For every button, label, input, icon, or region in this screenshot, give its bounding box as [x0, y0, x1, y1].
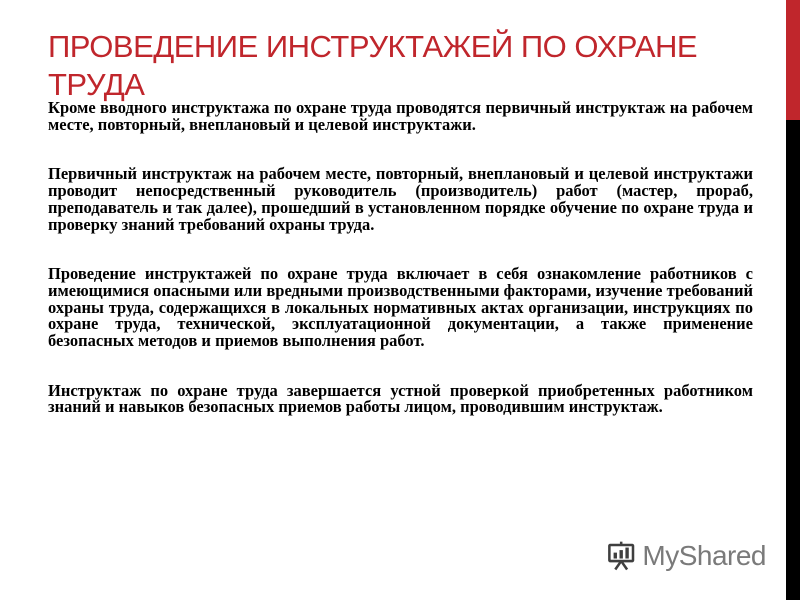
sidebar-accent-red: [786, 0, 800, 120]
paragraph-1: Кроме вводного инструктажа по охране труда проводятся первичный инструктаж на рабочем месте, повторный, внеплановый и целевой инструктажи.: [48, 98, 753, 134]
paragraph-2: Первичный инструктаж на рабочем месте, повторный, внеплановый и целевой инструктажи проводит непосредственный руководитель (производитель) работ (мастер, прораб, преподаватель и так далее), прошедший в установленном порядке обучение по охране труда и проверку знаний требований охраны труда.: [48, 164, 753, 234]
watermark-logo: [606, 536, 766, 576]
paragraph-3: Проведение инструктажей по охране труда включает в себя ознакомление работников с имеющимися опасными или вредными производственными факторами, изучение требований охраны труда, содержащихся в локальных нормативных актах организации, инструкциях по охране труда, технической, эксплуатационной документации, а также применение безопасных методов и приемов выполнения работ.: [48, 264, 753, 351]
presentation-board-icon: [606, 538, 636, 574]
slide-title: ПРОВЕДЕНИЕ ИНСТРУКТАЖЕЙ ПО ОХРАНЕ ТРУДА: [48, 29, 698, 102]
paragraph-4: Инструктаж по охране труда завершается устной проверкой приобретенных работником знаний и навыков безопасных приемов работы лицом, проводившим инструктаж.: [48, 380, 753, 417]
sidebar-accent-black: [786, 120, 800, 600]
slide-body: [48, 100, 753, 449]
logo-text: MyShared: [642, 540, 766, 571]
